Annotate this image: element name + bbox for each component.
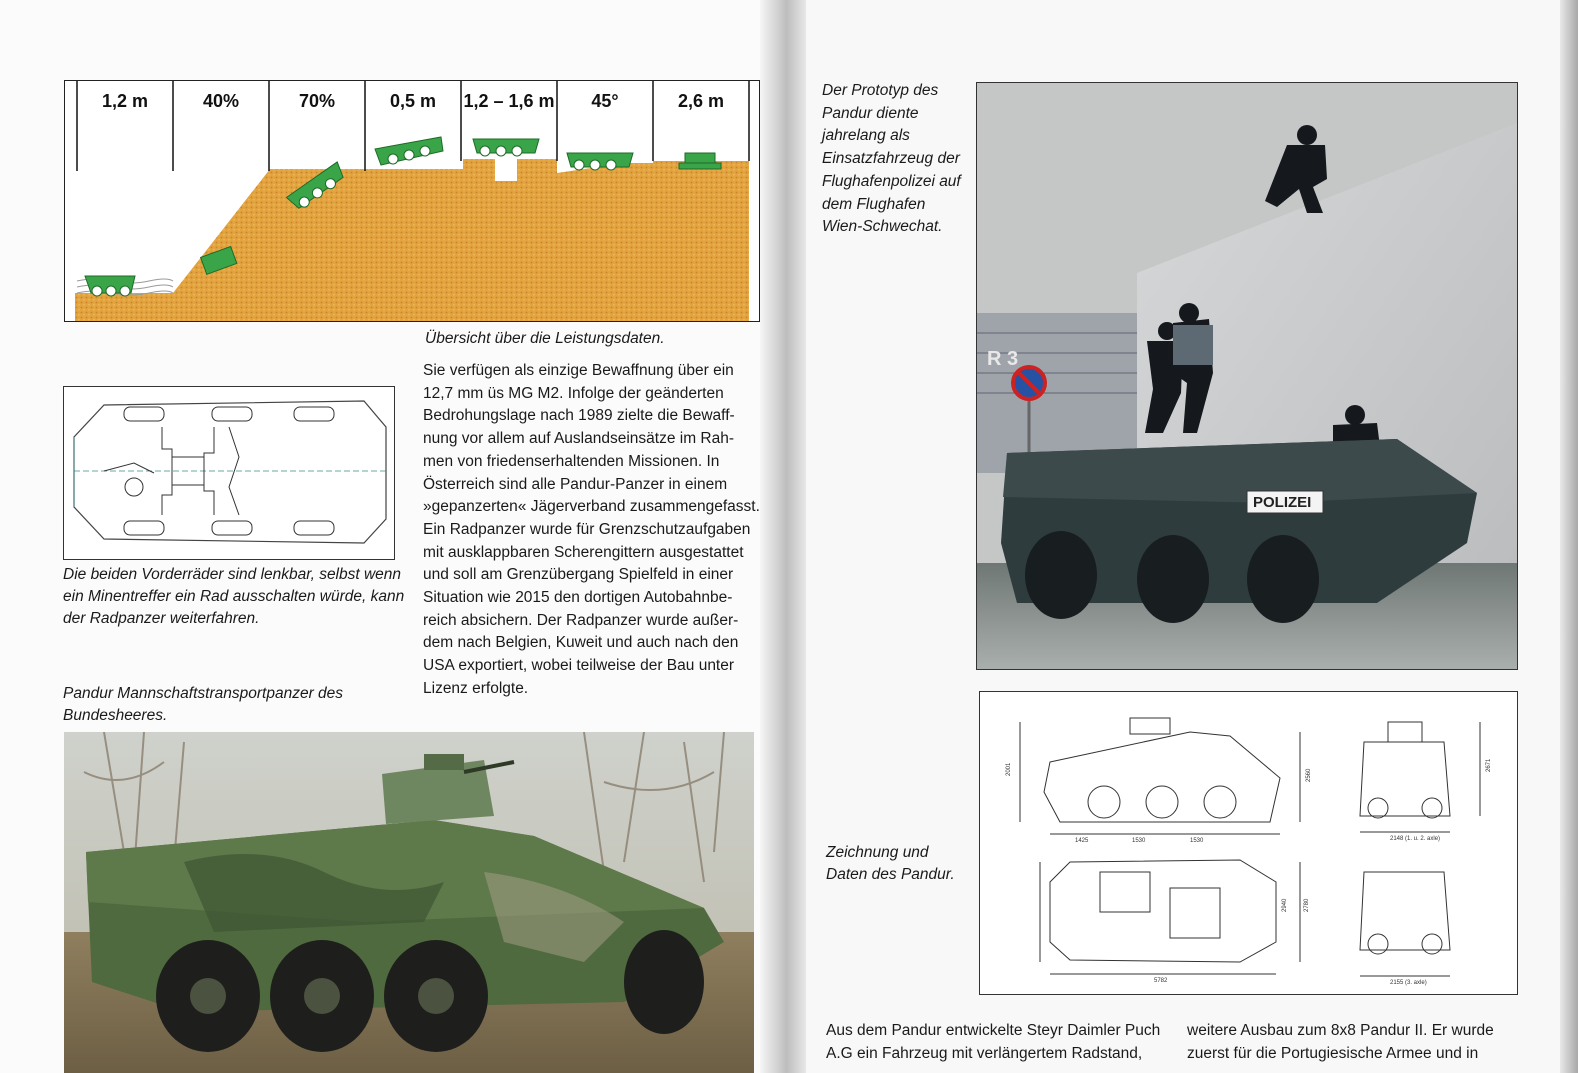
body-line: Sie verfügen als einzige Bewaffnung über ein: [423, 362, 734, 379]
rear-view-outline: [1360, 872, 1450, 950]
dim-label: 1530: [1190, 838, 1204, 844]
dim-label: 2155 (3. axle): [1390, 980, 1427, 986]
wall-marking: R 3: [987, 348, 1019, 370]
perf-label-wading: 1,2 m: [101, 91, 149, 111]
steering-caption-line: Die beiden Vorderräder sind lenkbar, selbst wenn: [63, 566, 402, 583]
prototype-caption-line: Flughafenpolizei auf: [822, 172, 961, 190]
steering-sketch: [63, 386, 395, 560]
dim-label: 2780: [1304, 898, 1310, 912]
dim-label: 2671: [1486, 758, 1492, 772]
steering-caption: [63, 564, 404, 630]
body-line: reich absichern. Der Radpanzer wurde außer-: [423, 611, 739, 629]
bottom-text-right: [1187, 1020, 1494, 1065]
perf-label-step: 0,5 m: [389, 91, 437, 111]
dim-label: 2560: [1306, 768, 1312, 782]
perf-label-side-slope: 70%: [298, 91, 336, 111]
dim-label: 2148 (1. u. 2. axle): [1390, 836, 1441, 842]
book-gutter: [760, 0, 808, 1073]
drawing-caption: [826, 842, 955, 886]
technical-drawing: [979, 691, 1518, 995]
body-line: zuerst für die Portugiesische Armee und in: [1187, 1044, 1479, 1062]
performance-caption: Übersicht über die Leistungsdaten.: [425, 330, 665, 347]
body-line: Aus dem Pandur entwickelte Steyr Daimler Puch: [826, 1022, 1161, 1039]
drawing-caption-line: Daten des Pandur.: [826, 866, 955, 883]
steering-caption-line: der Radpanzer weiterfahren.: [63, 610, 260, 627]
prototype-caption-line: Einsatzfahrzeug der: [822, 150, 960, 168]
top-view-outline: [1050, 860, 1276, 962]
vehicle-height: [679, 153, 721, 169]
police-vehicle-photo: [976, 82, 1518, 670]
perf-label-height: 2,6 m: [677, 91, 725, 111]
vehicle-step: [375, 137, 443, 165]
bottom-text-left: [826, 1020, 1160, 1065]
body-line: A.G ein Fahrzeug mit verlängertem Radstand,: [826, 1044, 1143, 1062]
body-line: 12,7 mm üs MG M2. Infolge der geänderten: [423, 384, 724, 402]
body-line: men von friedenserhaltenden Missionen. In: [423, 452, 720, 470]
tank-caption-line: Bundesheeres.: [63, 707, 168, 724]
wheel: [1025, 531, 1097, 619]
body-line: Bedrohungslage nach 1989 zielte die Bewaff-: [423, 407, 735, 425]
dim-label: 5782: [1154, 978, 1168, 984]
body-line: »gepanzerten« Jägerverband zusammengefasst.: [423, 498, 760, 516]
body-line: Lizenz erfolgte.: [423, 679, 529, 697]
pandur-photo: [64, 732, 754, 1073]
body-line: Österreich sind alle Pandur-Panzer in einem: [423, 475, 728, 493]
perf-label-angle: 45°: [591, 91, 619, 111]
performance-chart: [64, 80, 760, 322]
dim-label: 2940: [1282, 898, 1288, 912]
steering-caption-line: ein Minentreffer ein Rad ausschalten würde, kann: [63, 588, 405, 605]
body-line: Situation wie 2015 den dortigen Autobahnbe-: [423, 589, 733, 607]
drawing-caption-line: Zeichnung und: [826, 844, 929, 861]
body-line: und soll am Grenzübergang Spielfeld in einer: [423, 566, 734, 584]
dim-label: 2001: [1006, 762, 1012, 776]
prototype-caption-line: dem Flughafen: [822, 195, 926, 213]
side-view-outline: [1044, 732, 1280, 822]
body-line: dem nach Belgien, Kuweit und auch nach den: [423, 634, 739, 652]
vehicle-45-degree: [567, 153, 633, 170]
page-edge-shadow: [1560, 0, 1578, 1073]
perf-label-trench: 1,2 – 1,6 m: [463, 91, 555, 111]
prototype-caption-line: jahrelang als: [822, 127, 910, 145]
front-view-outline: [1360, 742, 1450, 816]
dim-label: 1425: [1075, 838, 1089, 844]
prototype-caption-line: Pandur diente: [822, 104, 919, 122]
prototype-caption-line: Wien-Schwechat.: [822, 218, 943, 236]
vehicle-trench: [473, 139, 539, 156]
body-line: weitere Ausbau zum 8x8 Pandur II. Er wurde: [1187, 1022, 1494, 1039]
tank-caption-line: Pandur Mannschaftstransportpanzer des: [63, 685, 344, 702]
dim-label: 1530: [1132, 838, 1146, 844]
vehicle-wading: [85, 276, 135, 296]
perf-label-gradient: 40%: [202, 91, 240, 111]
tank-caption: [63, 683, 343, 727]
wheel: [1137, 535, 1209, 623]
polizei-sign: POLIZEI: [1253, 494, 1312, 511]
body-line: USA exportiert, wobei teilweise der Bau unter: [423, 657, 735, 675]
wheel: [1247, 535, 1319, 623]
prototype-caption: [822, 80, 961, 239]
body-paragraph: [423, 360, 760, 701]
body-line: Ein Radpanzer wurde für Grenzschutzaufgaben: [423, 520, 751, 538]
body-line: mit ausklappbaren Scherengittern ausgestattet: [423, 543, 744, 561]
body-line: nung vor allem auf Auslandseinsätze im Rah-: [423, 430, 735, 448]
prototype-caption-line: Der Prototyp des: [822, 82, 939, 99]
